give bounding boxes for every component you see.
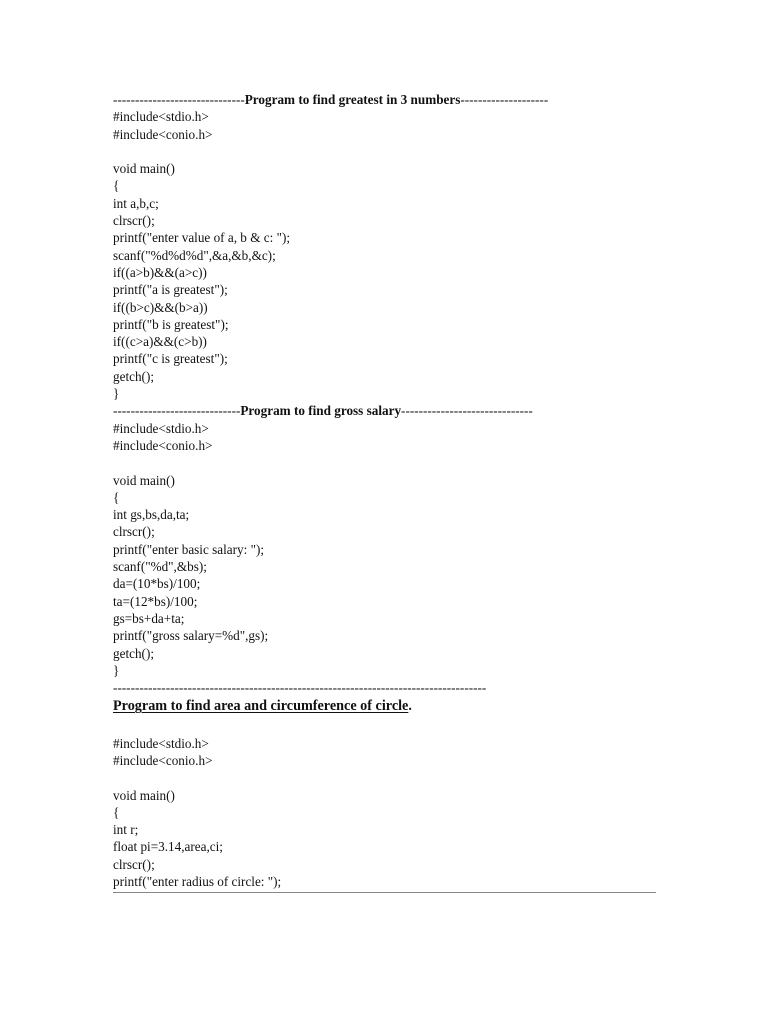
code-line: printf("gross salary=%d",gs); [113, 628, 269, 644]
code-line: printf("b is greatest"); [113, 316, 229, 332]
code-line: { [113, 489, 120, 505]
separator-line: ------------------------------------------------------------------------------------- [113, 680, 487, 696]
heading-title: Program to find area and circumference of circle [113, 698, 409, 715]
heading-title: Program to find gross salary [240, 403, 402, 419]
bottom-rule [113, 892, 656, 893]
code-line: printf("enter value of a, b & c: "); [113, 230, 291, 246]
code-line: if((c>a)&&(c>b)) [113, 334, 207, 350]
code-block-includes [113, 735, 673, 770]
code-line: printf("enter basic salary: "); [113, 541, 265, 557]
code-line: printf("c is greatest"); [113, 351, 228, 367]
code-line: { [113, 804, 120, 820]
code-line: clrscr(); [113, 213, 155, 229]
code-line: { [113, 178, 120, 194]
code-line: int a,b,c; [113, 195, 159, 211]
code-line: float pi=3.14,area,ci; [113, 839, 223, 855]
heading-title: Program to find greatest in 3 numbers [244, 92, 461, 107]
heading-dashes-right: -------------------- [460, 92, 549, 107]
code-line: scanf("%d",&bs); [113, 559, 207, 575]
code-line: } [113, 662, 120, 678]
heading-suffix: . [408, 698, 412, 715]
document-content [113, 91, 673, 890]
code-line: scanf("%d%d%d",&a,&b,&c); [113, 247, 276, 263]
blank-line [113, 454, 673, 471]
code-line: #include<stdio.h> [113, 735, 209, 751]
code-line: clrscr(); [113, 524, 155, 540]
code-block-main [113, 160, 673, 402]
code-line: #include<conio.h> [113, 752, 213, 768]
heading-dashes-left: ------------------------------ [113, 92, 245, 107]
blank-line [113, 717, 673, 734]
code-line: if((a>b)&&(a>c)) [113, 264, 207, 280]
code-line: getch(); [113, 645, 155, 661]
heading-dashes-left: ----------------------------- [113, 403, 241, 419]
section-heading-circle [113, 698, 673, 717]
section-heading-gross-salary [113, 402, 673, 419]
code-line: int r; [113, 822, 139, 838]
heading-dashes-right: ------------------------------ [401, 403, 533, 419]
blank-line [113, 143, 673, 160]
code-line: if((b>c)&&(b>a)) [113, 299, 208, 315]
code-block-includes [113, 420, 673, 455]
code-line: #include<conio.h> [113, 126, 213, 142]
code-line: #include<stdio.h> [113, 109, 209, 125]
code-line: ta=(12*bs)/100; [113, 593, 198, 609]
code-line: } [113, 386, 120, 402]
code-block-main [113, 472, 673, 680]
code-line: void main() [113, 472, 175, 488]
code-line: #include<stdio.h> [113, 420, 209, 436]
section-heading-greatest [113, 91, 673, 108]
code-line: getch(); [113, 368, 155, 384]
code-line: int gs,bs,da,ta; [113, 507, 190, 523]
code-block-main [113, 787, 673, 891]
blank-line [113, 769, 673, 786]
code-line: gs=bs+da+ta; [113, 610, 185, 626]
code-line: printf("enter radius of circle: "); [113, 874, 282, 890]
code-line: da=(10*bs)/100; [113, 576, 201, 592]
code-line: clrscr(); [113, 856, 155, 872]
code-line: #include<conio.h> [113, 437, 213, 453]
code-line: void main() [113, 161, 175, 177]
code-line: printf("a is greatest"); [113, 282, 228, 298]
code-line: void main() [113, 787, 175, 803]
code-block-includes [113, 108, 673, 143]
